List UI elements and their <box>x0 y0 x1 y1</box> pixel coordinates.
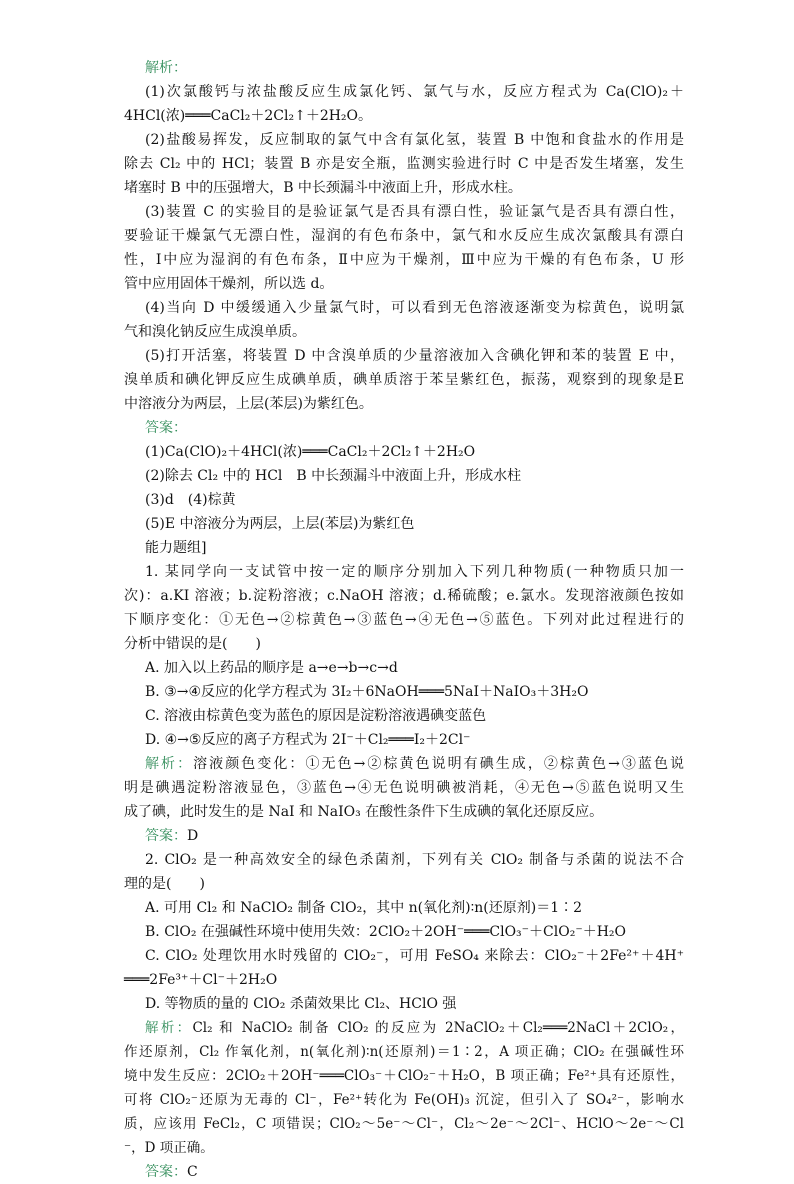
jiexi-line: 堵塞时 B 中的压强增大，B 中长颈漏斗中液面上升，形成水柱。 <box>124 180 522 196</box>
jiexi-line: (3)装置 C 的实验目的是验证氯气是否具有漂白性，验证氯气是否具有漂白性， <box>145 204 684 220</box>
answer-value: C <box>187 1164 198 1180</box>
jiexi-line: 除去 Cl₂ 中的 HCl；装置 B 亦是安全瓶，监测实验进行时 C 中是否发生堵塞，发生 <box>124 156 684 172</box>
jiexi-label: 解析： <box>145 756 194 772</box>
document-page <box>124 56 684 1184</box>
question-1-stem: 分析中错误的是( ) <box>124 636 261 652</box>
question-1-option-d: D. ④→⑤反应的离子方程式为 2I⁻＋Cl₂═══I₂＋2Cl⁻ <box>145 732 471 748</box>
answer-line: (2)除去 Cl₂ 中的 HCl B 中长颈漏斗中液面上升，形成水柱 <box>145 468 522 484</box>
jiexi-line: (5)打开活塞，将装置 D 中含溴单质的少量溶液加入含碘化钾和苯的装置 E 中， <box>145 348 684 364</box>
jiexi-label: 解析： <box>145 1020 193 1036</box>
jiexi-line: (2)盐酸易挥发，反应制取的氯气中含有氯化氢，装置 B 中饱和食盐水的作用是 <box>145 132 684 148</box>
jiexi-line: 性，Ⅰ中应为湿润的有色布条，Ⅱ中应为干燥剂，Ⅲ中应为干燥的有色布条，U 形 <box>124 252 684 268</box>
question-1-answer <box>124 824 684 848</box>
question-2-jiexi: 境中发生反应：2ClO₂＋2OH⁻═══ClO₃⁻＋ClO₂⁻＋H₂O，B 项正确；Fe²⁺具有还原性， <box>124 1068 684 1084</box>
question-2-jiexi: 质，应该用 FeCl₂，C 项错误；ClO₂～5e⁻～Cl⁻，Cl₂～2e⁻～2Cl⁻、HClO～2e⁻～Cl <box>124 1116 684 1132</box>
question-1-jiexi <box>124 752 684 776</box>
jiexi-line: 溴单质和碘化钾反应生成碘单质，碘单质溶于苯呈紫红色，振荡，观察到的现象是E <box>124 372 684 388</box>
question-1-jiexi: 成了碘，此时发生的是 NaI 和 NaIO₃ 在酸性条件下生成碘的氧化还原反应。 <box>124 804 604 820</box>
jiexi-line: (4)当向 D 中缓缓通入少量氯气时，可以看到无色溶液逐渐变为棕黄色，说明氯 <box>145 300 684 316</box>
jiexi-line: 管中应用固体干燥剂，所以选 d。 <box>124 276 334 292</box>
jiexi-text: 溶液颜色变化：①无色→②棕黄色说明有碘生成，②棕黄色→③蓝色说 <box>193 756 684 772</box>
jiexi-line: 中溶液分为两层，上层(苯层)为紫红色。 <box>124 396 373 412</box>
jiexi-text: Cl₂ 和 NaClO₂ 制备 ClO₂ 的反应为 2NaClO₂＋Cl₂═══2NaCl＋2ClO₂， <box>192 1020 684 1036</box>
jiexi-line: (1)次氯酸钙与浓盐酸反应生成氯化钙、氯气与水，反应方程式为 Ca(ClO)₂＋ <box>145 84 684 100</box>
question-2-jiexi: ⁻，D 项正确。 <box>124 1140 214 1156</box>
jiexi-line: 4HCl(浓)═══CaCl₂＋2Cl₂↑＋2H₂O。 <box>124 108 373 124</box>
question-2-stem: 2. ClO₂ 是一种高效安全的绿色杀菌剂，下列有关 ClO₂ 制备与杀菌的说法不合 <box>145 852 684 868</box>
question-2-jiexi: 作还原剂，Cl₂ 作氧化剂，n(氧化剂)∶n(还原剂)＝1∶2，A 项正确；ClO₂ 在强碱性环 <box>124 1044 684 1060</box>
question-1-jiexi: 明是碘遇淀粉溶液显色，③蓝色→④无色说明碘被消耗，④无色→⑤蓝色说明又生 <box>124 780 684 796</box>
daan-label: 答案： <box>145 828 187 844</box>
question-2-option-c-cont: ═══2Fe³⁺＋Cl⁻＋2H₂O <box>124 972 278 988</box>
question-1-option-b: B. ③→④反应的化学方程式为 3I₂＋6NaOH═══5NaI＋NaIO₃＋3H₂O <box>145 684 589 700</box>
question-1-stem: 次)：a.KI 溶液；b.淀粉溶液；c.NaOH 溶液；d.稀硫酸；e.氯水。发现溶液颜色按如 <box>124 588 684 604</box>
jiexi-label: 解析： <box>145 60 187 76</box>
jiexi-line: 气和溴化钠反应生成溴单质。 <box>124 324 306 340</box>
jiexi-line: 要验证干燥氯气无漂白性，湿润的有色布条中，氯气和水反应生成次氯酸具有漂白 <box>124 228 684 244</box>
question-2-option-b: B. ClO₂ 在强碱性环境中使用失效：2ClO₂＋2OH⁻═══ClO₃⁻＋ClO₂⁻＋H₂O <box>145 924 627 940</box>
question-1-option-a: A. 加入以上药品的顺序是 a→e→b→c→d <box>145 660 398 676</box>
question-1-stem: 1. 某同学向一支试管中按一定的顺序分别加入下列几种物质(一种物质只加一 <box>145 564 684 580</box>
section-title: 能力题组] <box>145 540 207 556</box>
question-2-stem: 理的是( ) <box>124 876 205 892</box>
question-2-jiexi <box>124 1016 684 1040</box>
question-2-option-c: C. ClO₂ 处理饮用水时残留的 ClO₂⁻，可用 FeSO₄ 来除去：ClO₂⁻＋2Fe²⁺＋4H⁺ <box>145 948 684 964</box>
daan-label: 答案： <box>145 420 187 436</box>
question-1-option-c: C. 溶液由棕黄色变为蓝色的原因是淀粉溶液遇碘变蓝色 <box>145 708 487 724</box>
question-2-jiexi: 可将 ClO₂⁻还原为无毒的 Cl⁻，Fe²⁺转化为 Fe(OH)₃ 沉淀，但引入了 SO₄²⁻，影响水 <box>124 1092 684 1108</box>
daan-label: 答案： <box>145 1164 187 1180</box>
answer-line: (3)d (4)棕黄 <box>145 492 236 508</box>
answer-line: (5)E 中溶液分为两层，上层(苯层)为紫红色 <box>145 516 415 532</box>
question-2-option-a: A. 可用 Cl₂ 和 NaClO₂ 制备 ClO₂，其中 n(氧化剂)∶n(还原剂)＝1∶2 <box>145 900 583 916</box>
answer-value: D <box>187 828 199 844</box>
answer-line: (1)Ca(ClO)₂＋4HCl(浓)═══CaCl₂＋2Cl₂↑＋2H₂O <box>145 444 476 460</box>
question-2-answer <box>124 1160 684 1184</box>
question-1-stem: 下顺序变化：①无色→②棕黄色→③蓝色→④无色→⑤蓝色。下列对此过程进行的 <box>124 612 684 628</box>
question-2-option-d: D. 等物质的量的 ClO₂ 杀菌效果比 Cl₂、HClO 强 <box>145 996 457 1012</box>
